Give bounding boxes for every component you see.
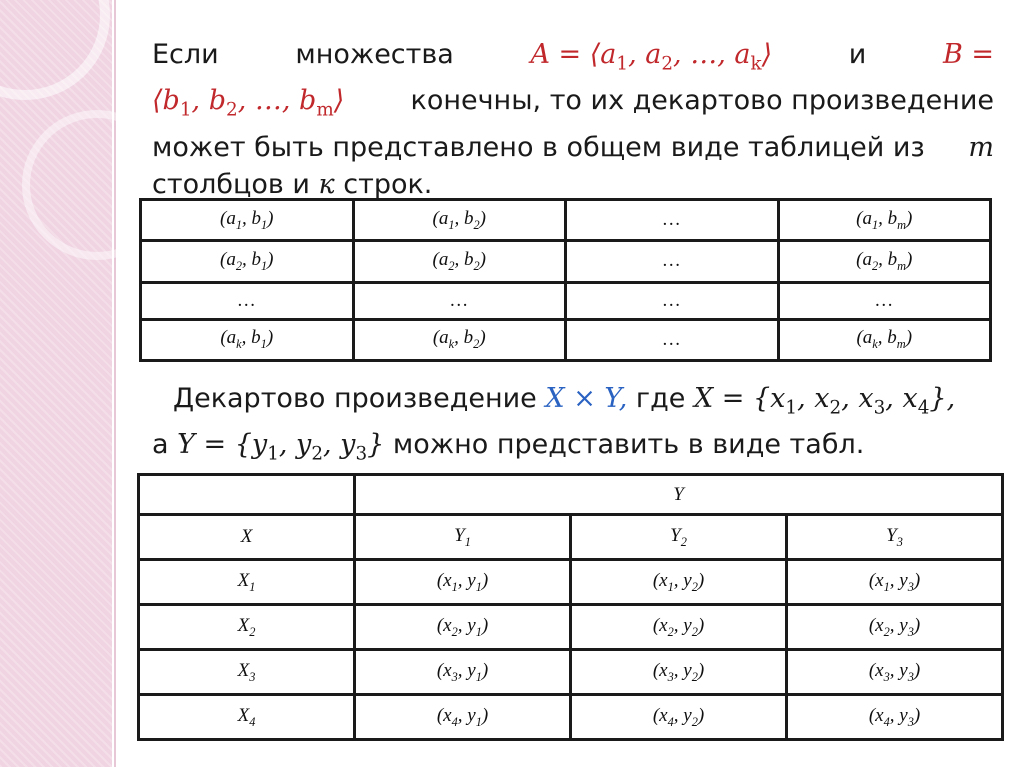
column-header-cell: $Y_3$: [787, 515, 1003, 560]
word-sets: множества: [295, 39, 454, 70]
table-row: [139, 695, 1003, 740]
pair-cell: ($x_1$, $y_1$): [355, 560, 571, 605]
row-header-cell: $X_4$: [139, 695, 355, 740]
set-b-expression: $⟨b_1$, $b_2$, …, $b_m⟩$: [152, 85, 345, 121]
pair-cell: ($x_3$, $y_2$): [571, 650, 787, 695]
ellipsis-cell: …: [566, 319, 779, 360]
paragraph-intro: [152, 36, 994, 203]
paragraph-example: [152, 380, 1002, 473]
pair-cell: ($a_1$, $b_1$): [141, 200, 354, 241]
ellipsis-cell: …: [778, 282, 991, 319]
table-row: [141, 200, 991, 241]
pair-cell: ($x_4$, $y_1$): [355, 695, 571, 740]
paragraph-example-line1: [152, 380, 1002, 426]
set-x-expression: $X = \{x_1$, $x_2$, $x_3$, $x_4$},: [693, 383, 956, 419]
example-line2-text: можно представить в виде табл.: [392, 429, 865, 461]
word-a: а: [152, 429, 169, 461]
table-row: [139, 605, 1003, 650]
table-row: [141, 241, 991, 282]
line4-text-a: столбцов и: [152, 168, 310, 200]
example-text: Декартово произведение: [173, 383, 537, 414]
paragraph-intro-line1: [152, 36, 994, 82]
line2-text: конечны, то их декартово произведение: [410, 85, 994, 117]
paragraph-example-line2: [152, 426, 1002, 472]
word-and: и: [848, 39, 867, 70]
pair-cell: ($a_2$, $b_1$): [141, 241, 354, 282]
ellipsis-cell: …: [566, 241, 779, 282]
paragraph-intro-line3: [152, 129, 994, 166]
row-header-cell: $X_2$: [139, 605, 355, 650]
ellipsis-cell: …: [141, 282, 354, 319]
word-if: Если: [152, 39, 219, 70]
pair-cell: ($a_k$, $b_1$): [141, 319, 354, 360]
line3-text: может быть представлено в общем виде таблицей из: [152, 131, 925, 163]
pair-cell: ($a_1$, $b_2$): [353, 200, 566, 241]
ellipsis-cell: …: [566, 282, 779, 319]
table-row: [139, 650, 1003, 695]
pair-cell: ($x_2$, $y_1$): [355, 605, 571, 650]
set-a-expression: $A = ⟨a_1$, $a_2$, …, $a_k⟩$: [530, 39, 773, 75]
pair-cell: ($a_k$, $b_2$): [353, 319, 566, 360]
cartesian-product-example-table: [137, 473, 1004, 741]
pair-cell: ($a_2$, $b_2$): [353, 241, 566, 282]
empty-corner-cell: [139, 475, 355, 515]
row-header-cell: $X_3$: [139, 650, 355, 695]
pair-cell: ($a_2$, $b_m$): [778, 241, 991, 282]
table-header-row: [139, 475, 1003, 515]
pair-cell: ($x_2$, $y_2$): [571, 605, 787, 650]
pair-cell: ($x_3$, $y_3$): [787, 650, 1003, 695]
line4-text-b: строк.: [343, 168, 433, 200]
pair-cell: ($x_3$, $y_1$): [355, 650, 571, 695]
product-xy: X × Y,: [545, 383, 628, 414]
table-row: [141, 282, 991, 319]
y-header-cell: Y: [355, 475, 1003, 515]
pair-cell: ($a_1$, $b_m$): [778, 200, 991, 241]
row-header-cell: $X_1$: [139, 560, 355, 605]
column-header-cell: $Y_1$: [355, 515, 571, 560]
pair-cell: ($x_1$, $y_3$): [787, 560, 1003, 605]
ellipsis-cell: …: [566, 200, 779, 241]
var-m: m: [968, 131, 994, 163]
pair-cell: ($x_1$, $y_2$): [571, 560, 787, 605]
word-where: где: [635, 383, 686, 414]
table-row: [139, 560, 1003, 605]
pair-cell: ($x_4$, $y_2$): [571, 695, 787, 740]
cartesian-product-general-table: [139, 198, 992, 362]
set-y-expression: $Y = \{y_1$, $y_2$, $y_3$}: [177, 429, 385, 465]
column-header-cell: $Y_2$: [571, 515, 787, 560]
set-b-label: B =: [942, 39, 994, 70]
paragraph-intro-line2: [152, 82, 994, 128]
pair-cell: ($x_4$, $y_3$): [787, 695, 1003, 740]
table-row: [141, 319, 991, 360]
table-header-row: [139, 515, 1003, 560]
pair-cell: ($a_k$, $b_m$): [778, 319, 991, 360]
x-header-cell: X: [139, 515, 355, 560]
pair-cell: ($x_2$, $y_3$): [787, 605, 1003, 650]
ellipsis-cell: …: [353, 282, 566, 319]
var-k: к: [318, 168, 335, 200]
